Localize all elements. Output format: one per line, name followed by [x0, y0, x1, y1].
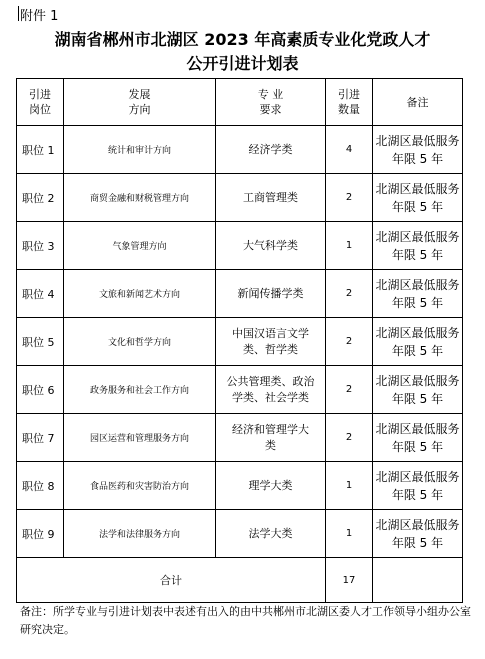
page-subtitle: 公开引进计划表: [186, 54, 299, 73]
note-cell-line: 年限 5 年: [391, 199, 444, 214]
note-header: [373, 79, 463, 126]
position-cell-line: 职位 9: [22, 527, 55, 541]
direction-cell: [64, 126, 216, 174]
count-cell: [326, 510, 373, 558]
major-cell-line: 经济和管理学大: [232, 422, 309, 436]
attachment-label: 附件 1: [20, 9, 59, 24]
position-cell: [17, 174, 64, 222]
position-cell-line: 职位 5: [22, 335, 55, 349]
position-cell: [17, 414, 64, 462]
note-cell: [373, 126, 463, 174]
note-cell: [373, 462, 463, 510]
note-cell-line: 年限 5 年: [391, 247, 444, 262]
direction-cell: [64, 174, 216, 222]
major-cell-line: 大气科学类: [243, 238, 298, 252]
count-cell: [326, 270, 373, 318]
note-cell-line: 年限 5 年: [391, 295, 444, 310]
major-header-line: 专 业: [257, 88, 284, 101]
major-cell-line: 法学大类: [248, 526, 293, 540]
note-cell-line: 北湖区最低服务: [375, 229, 460, 244]
count-cell-line: 2: [345, 384, 353, 395]
table-row: [17, 222, 463, 270]
count-cell: [326, 174, 373, 222]
note-cell-line: 北湖区最低服务: [375, 373, 460, 388]
count-cell: [326, 462, 373, 510]
position-cell-line: 职位 3: [22, 239, 55, 253]
direction-cell-line: 园区运营和管理服务方向: [89, 434, 189, 444]
table-row: [17, 510, 463, 558]
major-cell-line: 类、哲学类: [243, 342, 298, 356]
count-cell-line: 2: [345, 288, 353, 299]
note-cell-line: 北湖区最低服务: [375, 517, 460, 532]
note-cell-line: 年限 5 年: [391, 487, 444, 502]
direction-cell-line: 政务服务和社会工作方向: [89, 386, 189, 396]
note-cell-line: 年限 5 年: [391, 151, 444, 166]
direction-cell: [64, 318, 216, 366]
footnote: 备注：所学专业与引进计划表中表述有出入的由中共郴州市北湖区委人才工作领导小组办公室研究决定。: [20, 605, 471, 636]
table-row: [17, 414, 463, 462]
count-cell: [326, 366, 373, 414]
position-cell: [17, 510, 64, 558]
direction-cell-line: 食品医药和灾害防治方向: [89, 482, 189, 492]
direction-cell: [64, 510, 216, 558]
direction-cell: [64, 270, 216, 318]
count-cell-line: 4: [345, 144, 353, 155]
note-cell-line: 北湖区最低服务: [375, 181, 460, 196]
note-cell-line: 北湖区最低服务: [375, 133, 460, 148]
direction-header-line: 发展: [128, 88, 151, 101]
table-row: [17, 174, 463, 222]
position-cell-line: 职位 8: [22, 479, 55, 493]
note-cell-line: 北湖区最低服务: [375, 277, 460, 292]
count-cell-line: 2: [345, 432, 353, 443]
note-cell-line: 北湖区最低服务: [375, 469, 460, 484]
direction-cell-line: 文化和哲学方向: [107, 338, 171, 348]
direction-cell-line: 文旅和新闻艺术方向: [98, 290, 180, 300]
direction-header-line: 方向: [128, 103, 151, 116]
direction-cell: [64, 366, 216, 414]
major-cell-line: 中国汉语言文学: [232, 326, 309, 340]
table-row: [17, 270, 463, 318]
position-cell: [17, 222, 64, 270]
major-cell: [216, 366, 326, 414]
count-header: [326, 79, 373, 126]
count-cell: [326, 318, 373, 366]
direction-cell: [64, 414, 216, 462]
position-cell-line: 职位 7: [22, 431, 55, 445]
position-header-line: 岗位: [29, 103, 51, 116]
position-cell-line: 职位 6: [22, 383, 55, 397]
count-header-line: 数量: [338, 103, 360, 116]
note-cell: [373, 318, 463, 366]
note-header-line: 备注: [406, 95, 429, 109]
major-cell: [216, 174, 326, 222]
note-cell-line: 年限 5 年: [391, 439, 444, 454]
note-cell-line: 北湖区最低服务: [375, 421, 460, 436]
position-cell: [17, 318, 64, 366]
position-header-line: 引进: [29, 88, 51, 101]
note-cell-line: 北湖区最低服务: [375, 325, 460, 340]
text-cursor: [18, 6, 19, 21]
table-row: [17, 126, 463, 174]
count-header-line: 引进: [338, 88, 360, 101]
major-cell: [216, 462, 326, 510]
count-cell-line: 1: [345, 240, 353, 251]
position-cell-line: 职位 4: [22, 287, 55, 301]
count-cell-line: 1: [345, 528, 353, 539]
position-cell-line: 职位 1: [22, 143, 55, 157]
note-cell-line: 年限 5 年: [391, 391, 444, 406]
position-cell: [17, 126, 64, 174]
total-count: 17: [326, 558, 373, 603]
direction-cell: [64, 462, 216, 510]
major-cell-line: 工商管理类: [243, 190, 298, 204]
count-cell-line: 1: [345, 480, 353, 491]
direction-cell-line: 气象管理方向: [112, 242, 167, 252]
direction-cell-line: 法学和法律服务方向: [98, 530, 180, 540]
major-header-line: 要求: [259, 103, 282, 116]
count-cell-line: 2: [345, 192, 353, 203]
count-cell: [326, 414, 373, 462]
table-row: [17, 318, 463, 366]
major-cell-line: 类: [265, 438, 276, 452]
note-cell: [373, 222, 463, 270]
note-cell: [373, 366, 463, 414]
major-cell-line: 经济学类: [248, 142, 293, 156]
direction-cell: [64, 222, 216, 270]
direction-cell-line: 商贸金融和财税管理方向: [89, 194, 189, 204]
major-cell-line: 新闻传播学类: [237, 286, 304, 300]
note-cell: [373, 270, 463, 318]
count-cell-line: 2: [345, 336, 353, 347]
note-cell-line: 年限 5 年: [391, 535, 444, 550]
major-cell-line: 公共管理类、政治: [226, 374, 315, 388]
major-header: [216, 79, 326, 126]
note-cell-line: 年限 5 年: [391, 343, 444, 358]
table-row: [17, 462, 463, 510]
position-header: [17, 79, 64, 126]
recruitment-plan-table: [16, 78, 463, 603]
major-cell: [216, 318, 326, 366]
major-cell-line: 学类、社会学类: [232, 390, 309, 404]
note-cell: [373, 174, 463, 222]
direction-cell-line: 统计和审计方向: [107, 146, 171, 156]
major-cell: [216, 510, 326, 558]
page-title: 湖南省郴州市北湖区 2023 年高素质专业化党政人才: [54, 30, 431, 49]
major-cell: [216, 222, 326, 270]
major-cell-line: 理学大类: [248, 478, 293, 492]
note-cell: [373, 510, 463, 558]
position-cell: [17, 366, 64, 414]
major-cell: [216, 126, 326, 174]
total-row: [17, 558, 463, 603]
position-cell: [17, 462, 64, 510]
total-note: [373, 558, 463, 603]
total-label: 合计: [17, 558, 326, 603]
direction-header: [64, 79, 216, 126]
major-cell: [216, 414, 326, 462]
count-cell: [326, 222, 373, 270]
table-row: [17, 366, 463, 414]
table-header-row: [17, 79, 463, 126]
major-cell: [216, 270, 326, 318]
position-cell: [17, 270, 64, 318]
count-cell: [326, 126, 373, 174]
note-cell: [373, 414, 463, 462]
position-cell-line: 职位 2: [22, 191, 55, 205]
